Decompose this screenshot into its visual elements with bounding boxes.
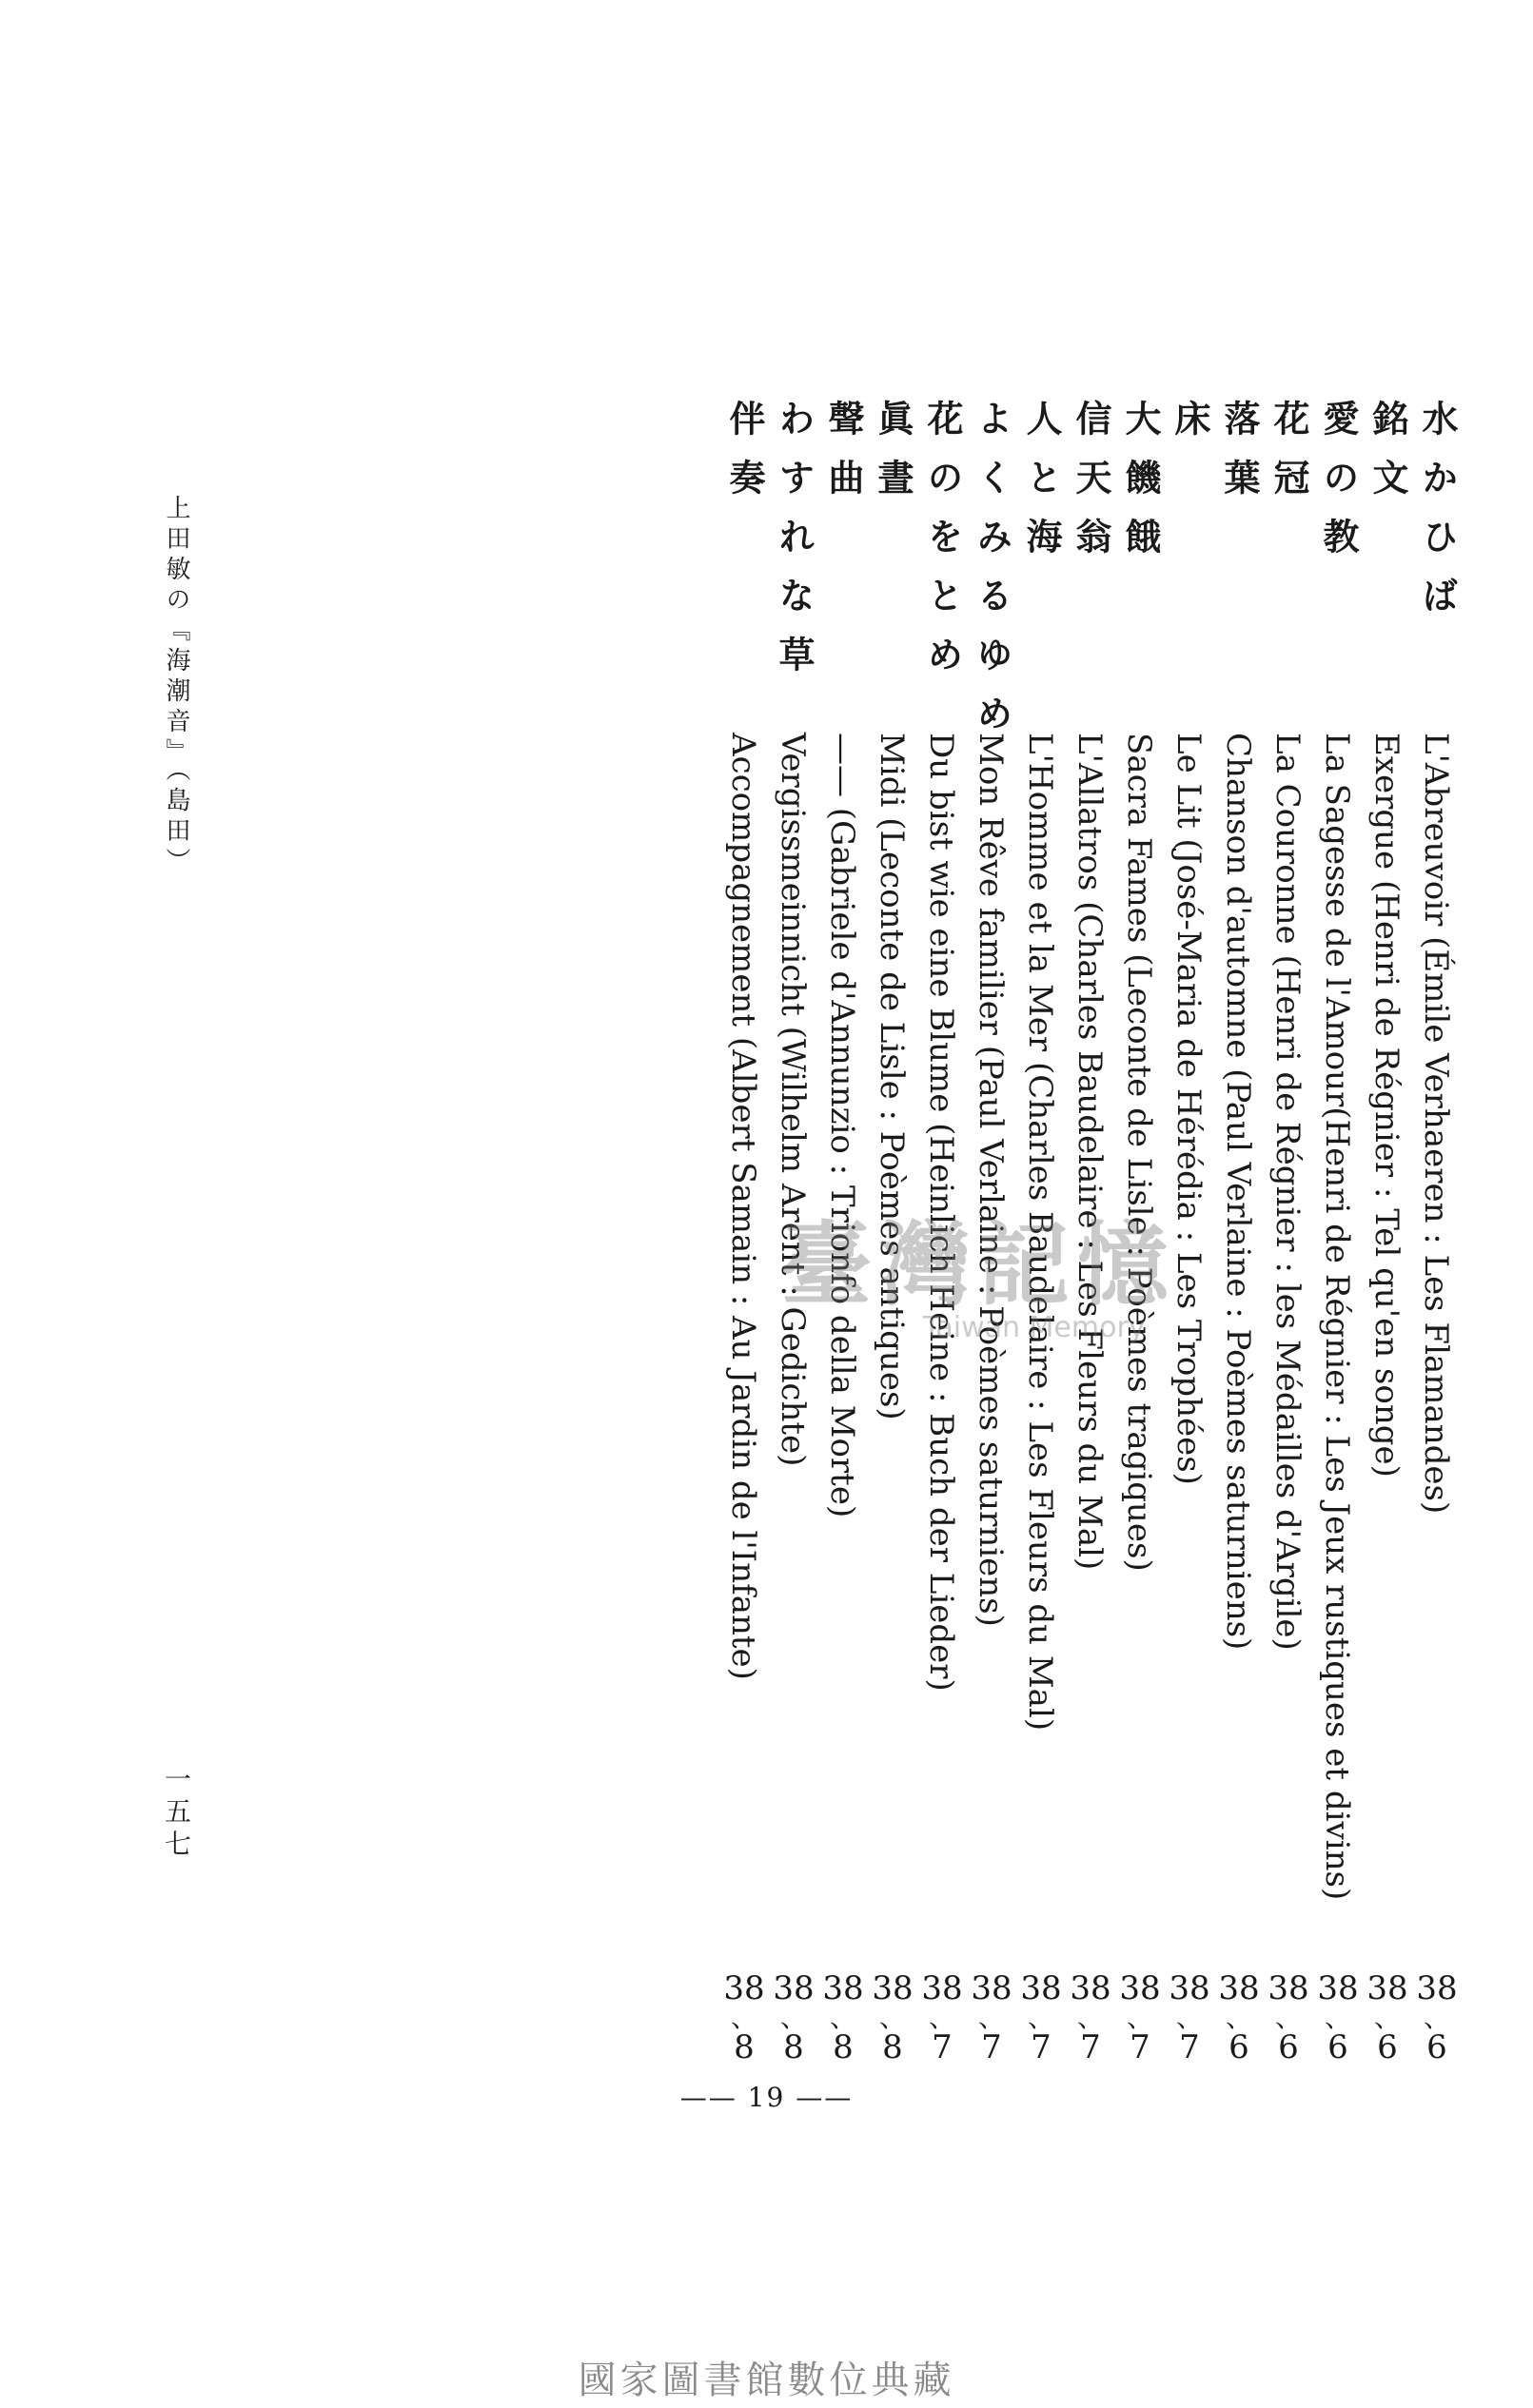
- entry-title: 銘文: [1366, 400, 1409, 518]
- entry-source: L'Allatros (Charles Baudelaire : Les Fleurs du Mal): [1071, 733, 1109, 1571]
- library-footer: 國家圖書館數位典藏: [578, 2359, 955, 2402]
- issue-number: 6: [1327, 2028, 1348, 2066]
- issue-number: 6: [1377, 2028, 1398, 2066]
- entry-title: わすれな草: [773, 400, 816, 695]
- volume-number: 38: [723, 1969, 765, 2007]
- issue-number: 6: [1426, 2028, 1447, 2066]
- entry-source: L'Abreuvoir (Émile Verhaeren : Les Flamandes): [1417, 733, 1455, 1515]
- volume-number: 38: [1317, 1969, 1359, 2007]
- entry-title: 大饑餓: [1119, 400, 1162, 577]
- volume-separator: 、: [1175, 2002, 1203, 2033]
- entry-title: 床: [1169, 400, 1211, 459]
- volume-number: 38: [1119, 1969, 1161, 2007]
- volume-number: 38: [1169, 1969, 1210, 2007]
- volume-separator: 、: [1126, 2002, 1153, 2033]
- issue-number: 7: [1080, 2028, 1101, 2066]
- volume-number: 38: [921, 1969, 963, 2007]
- issue-number: 7: [1031, 2028, 1051, 2066]
- issue-number: 6: [1278, 2028, 1299, 2066]
- volume-separator: 、: [1373, 2002, 1401, 2033]
- volume-number: 38: [1020, 1969, 1062, 2007]
- running-head: 上田敏の『海潮音』（島田）: [162, 495, 190, 878]
- entry-source: Vergissmeinnicht (Wilhelm Arent : Gedichte): [774, 733, 812, 1467]
- issue-number: 8: [734, 2028, 755, 2066]
- issue-number: 7: [1130, 2028, 1150, 2066]
- entry-source: Le Lit (José-Maria de Hérédia : Les Trophées): [1169, 733, 1208, 1485]
- volume-separator: 、: [1274, 2002, 1302, 2033]
- issue-number: 8: [783, 2028, 804, 2066]
- volume-number: 38: [773, 1969, 815, 2007]
- entry-source: L'Homme et la Mer (Charles Baudelaire : Les Fleurs du Mal): [1021, 733, 1059, 1732]
- issue-number: 8: [833, 2028, 854, 2066]
- entry-source: Chanson d'automne (Paul Verlaine : Poèmes saturniens): [1219, 733, 1257, 1651]
- entry-title: 愛の教: [1317, 400, 1360, 577]
- entry-source: Midi (Leconte de Lisle : Poèmes antiques): [873, 733, 911, 1420]
- entry-title: 聲曲: [822, 400, 865, 518]
- volume-number: 38: [971, 1969, 1012, 2007]
- volume-number: 38: [1366, 1969, 1408, 2007]
- volume-separator: 、: [977, 2002, 1005, 2033]
- volume-number: 38: [1070, 1969, 1111, 2007]
- volume-separator: 、: [1324, 2002, 1351, 2033]
- entry-source: La Couronne (Henri de Régnier : les Médailles d'Argile): [1268, 733, 1307, 1651]
- volume-number: 38: [872, 1969, 914, 2007]
- issue-number: 7: [1179, 2028, 1200, 2066]
- entry-title: 眞晝: [872, 400, 914, 518]
- volume-separator: 、: [1423, 2002, 1450, 2033]
- entry-source: Exergue (Henri de Régnier : Tel qu'en songe): [1367, 733, 1405, 1478]
- volume-separator: 、: [1076, 2002, 1104, 2033]
- volume-separator: 、: [829, 2002, 856, 2033]
- entry-source: Mon Rêve familier (Paul Verlaine : Poèmes saturniens): [972, 733, 1010, 1627]
- watermark-chinese: 臺灣記憶: [780, 1211, 1176, 1319]
- issue-number: 7: [932, 2028, 953, 2066]
- volume-number: 38: [822, 1969, 864, 2007]
- volume-separator: 、: [928, 2002, 955, 2033]
- volume-number: 38: [1268, 1969, 1309, 2007]
- watermark-english: Taiwan Memory: [923, 1311, 1146, 1344]
- entry-source: —— (Gabriele d'Annunzio : Trionfo della Morte): [823, 733, 861, 1518]
- entry-source: Du bist wie eine Blume (Heinlich Heine : Buch der Lieder): [922, 733, 960, 1692]
- entry-title: 水かひば: [1416, 400, 1459, 636]
- volume-number: 38: [1218, 1969, 1260, 2007]
- entry-title: 人と海: [1020, 400, 1063, 577]
- entry-title: 花のをとめ: [921, 400, 964, 695]
- entry-title: 伴奏: [723, 400, 766, 518]
- volume-separator: 、: [730, 2002, 757, 2033]
- entry-title: 信天翁: [1070, 400, 1112, 577]
- entry-volume: [706, 1969, 782, 2066]
- volume-separator: 、: [878, 2002, 906, 2033]
- issue-number: 7: [981, 2028, 1002, 2066]
- entry-title: 花冠: [1268, 400, 1310, 518]
- entry-title: よくみるゆめ: [971, 400, 1013, 754]
- entry-title: 落葉: [1218, 400, 1261, 518]
- volume-number: 38: [1416, 1969, 1458, 2007]
- issue-number: 6: [1228, 2028, 1249, 2066]
- volume-separator: 、: [1225, 2002, 1252, 2033]
- entry-source: La Sagesse de l'Amour(Henri de Régnier : Les Jeux rustiques et divins): [1318, 733, 1356, 1901]
- contents-entry: [706, 400, 782, 2141]
- entry-source: Sacra Fames (Leconte de Lisle : Poèmes tragiques): [1120, 733, 1158, 1572]
- volume-separator: 、: [779, 2002, 807, 2033]
- volume-separator: 、: [1027, 2002, 1054, 2033]
- page-number-kanji: 一五七: [161, 1765, 192, 1862]
- page-number: —— 19 ——: [679, 2082, 854, 2113]
- entry-source: Accompagnement (Albert Samain : Au Jardin de l'Infante): [724, 733, 762, 1680]
- issue-number: 8: [882, 2028, 903, 2066]
- watermark-logo: [780, 1208, 1294, 1399]
